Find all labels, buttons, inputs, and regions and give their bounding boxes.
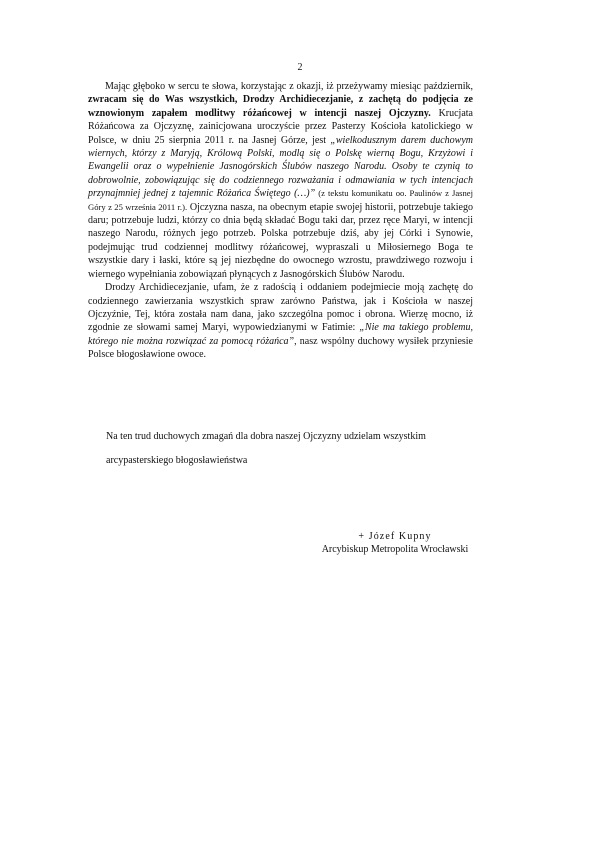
p1-bold-appeal: zwracam się do Was wszystkich, Drodzy Archidiecezjanie, z zachętą do podjęcia ze wznowionym zapałem modlitwy różańcowej w intencji naszej Ojczyzny.: [88, 94, 473, 119]
p1-homeland-text: Ojczyzna nasza, na obecnym etapie swojej historii, potrzebuje takiego daru; potrzebuje ludzi, którzy co dnia będą składać Bogu taki dar, przez ręce Maryi, w intencji naszego Narodu, różnych jego potrzeb. Polska potrzebuje dziś, aby jej Córki i Synowie, podejmując trud codziennej modlitwy różańcowej, wypraszali u Miłosiernego Boga te wszystkie dary i łaski, które są jej niezbędne do owocnego wzrostu, prawdziwego rozwoju i wiernego wypełniania zobowiązań płynących z Jasnogórskich Ślubów Narodu.: [88, 201, 473, 280]
p1-intro: Mając głęboko w sercu te słowa, korzystając z okazji, iż przeżywamy miesiąc październik,: [105, 81, 473, 92]
blessing-line-1: Na ten trud duchowych zmagań dla dobra naszej Ojczyzny udzielam wszystkim: [106, 431, 426, 442]
paragraph-2: [88, 281, 473, 361]
blessing-line-2: arcypasterskiego błogosławieństwa: [106, 455, 248, 467]
page-number: 2: [297, 62, 303, 73]
blessing: [106, 430, 486, 468]
signature-block: [300, 530, 490, 556]
p2-intro: Drodzy Archidiecezjanie, ufam, że z radością i oddaniem podejmiecie moją zachętę do codziennego zawierzania wszystkich spraw zarówno Państwa, jak i Kościoła w naszej Ojczyźnie, Tej, która została nam dana, jako szczególna pomoc i obrona. Wierzę mocno, iż zgodnie ze słowami samej Maryi, wypowiedzianymi w Fatimie:: [88, 282, 473, 334]
signature-title: Arcybiskup Metropolita Wrocławski: [321, 544, 469, 555]
signature-name: + Józef Kupny: [358, 531, 432, 542]
paragraph-1: [88, 80, 473, 281]
p2-italic-quote: „Nie ma takiego problemu, którego nie można rozwiązać za pomocą różańca”: [88, 322, 474, 347]
p1-crusade-text: Krucjata Różańcowa za Ojczyznę, zainicjowana uroczyście przez Pasterzy Kościoła katolickiego w Polsce, w dniu 25 sierpnia 2011 r. na Jasnej Górze, jest: [88, 107, 473, 146]
p1-source-note: (z tekstu komunikatu oo. Paulinów z Jasnej Góry z 25 września 2011 r.).: [88, 188, 473, 212]
letter-body: [88, 80, 473, 362]
p2-closing: , nasz wspólny duchowy wysiłek przyniesie Polsce błogosławione owoce.: [88, 335, 473, 361]
p1-italic-quote: „wielkodusznym darem duchowym wiernych, którzy z Maryją, Królową Polski, modlą się o Polskę wierną Bogu, Krzyżowi i Ewangelii oraz o wypełnienie Jasnogórskich Ślubów naszego Narodu. Osoby te czynią to dobrowolnie, zobowiązując się do codziennego rozważania i odmawiania w tych intencjach przynajmniej jednej z tajemnic Różańca Świętego (…)”: [88, 134, 473, 200]
